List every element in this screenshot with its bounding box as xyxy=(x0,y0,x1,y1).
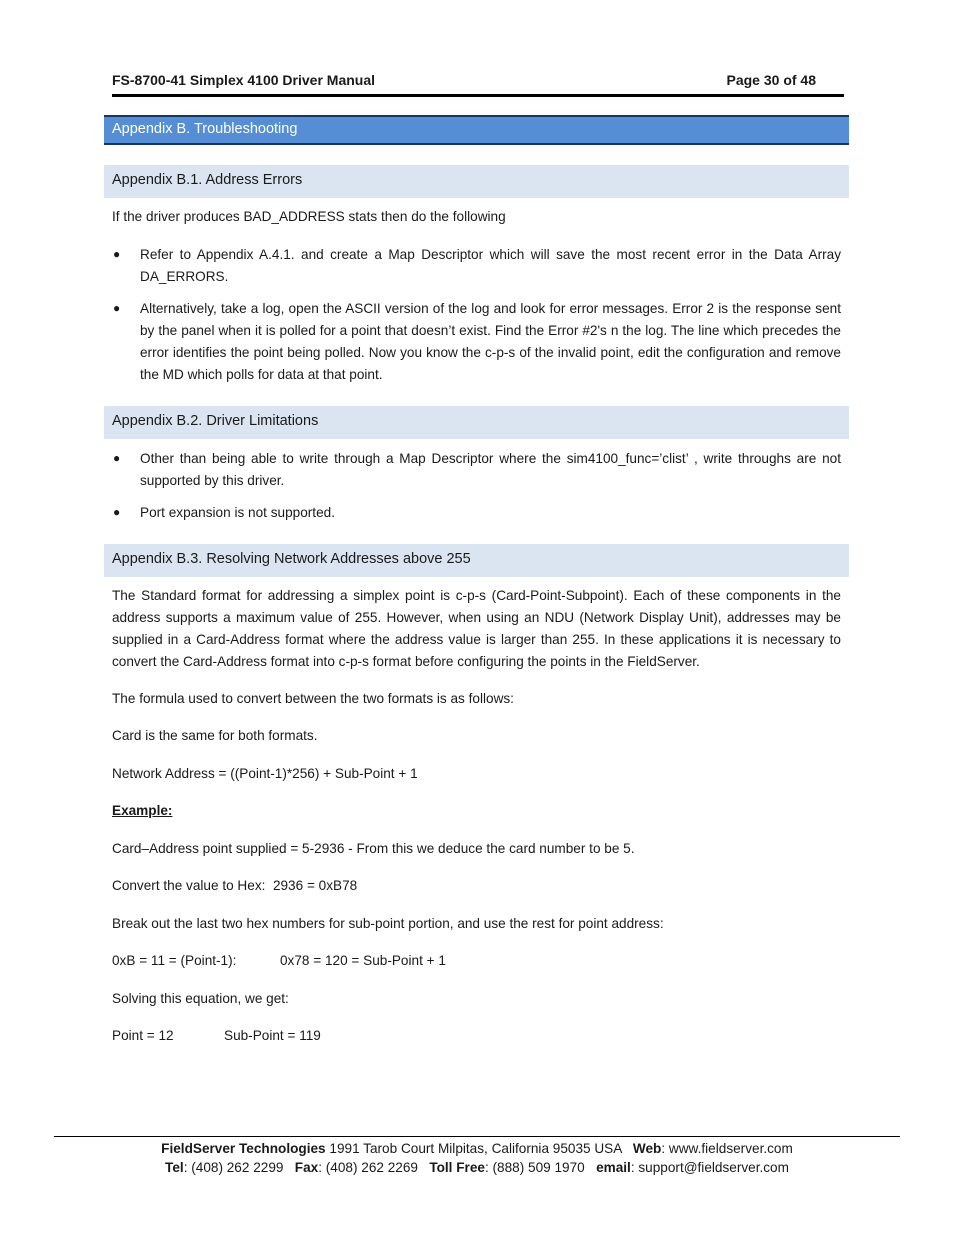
b3-network-formula: Network Address = ((Point-1)*256) + Sub-Point + 1 xyxy=(112,766,418,781)
b3-card-same: Card is the same for both formats. xyxy=(112,728,318,743)
page-number: Page 30 of 48 xyxy=(726,72,816,88)
footer-fax-label: Fax xyxy=(294,1160,319,1175)
b1-intro: If the driver produces BAD_ADDRESS stats then do the following xyxy=(112,209,506,224)
bullet-icon: ● xyxy=(113,505,121,519)
b2-bullet-1: Other than being able to write through a Map Descriptor where the sim4100_func=’clist’ , write throughs are not supported by this driver. xyxy=(140,451,841,488)
b2-bullet-2: Port expansion is not supported. xyxy=(140,505,335,520)
footer-email-label: email xyxy=(596,1160,631,1175)
appendix-heading-text: Appendix B. Troubleshooting xyxy=(112,121,298,137)
b3-equation-left: 0xB = 11 = (Point-1): xyxy=(112,953,237,968)
bullet-icon: ● xyxy=(113,451,121,465)
footer-web-label: Web xyxy=(632,1141,662,1156)
footer-fax-value: : (408) 262 2269 xyxy=(318,1160,430,1175)
section-heading-b1-text: Appendix B.1. Address Errors xyxy=(112,172,303,188)
bullet-icon: ● xyxy=(113,301,121,315)
footer-divider xyxy=(54,1136,900,1137)
b3-equation-right: 0x78 = 120 = Sub-Point + 1 xyxy=(280,953,446,968)
b3-formula-intro: The formula used to convert between the two formats is as follows: xyxy=(112,691,514,706)
footer-email-link[interactable]: : support@fieldserver.com xyxy=(630,1160,789,1175)
b3-example-label: Example: xyxy=(112,803,173,818)
section-heading-b3 xyxy=(104,544,849,577)
section-heading-b2-text: Appendix B.2. Driver Limitations xyxy=(112,413,319,429)
document-title: FS-8700-41 Simplex 4100 Driver Manual xyxy=(112,72,376,88)
appendix-heading xyxy=(104,115,849,145)
section-heading-b3-text: Appendix B.3. Resolving Network Addresses above 255 xyxy=(112,551,471,567)
b1-bullet-1: Refer to Appendix A.4.1. and create a Map Descriptor which will save the most recent error in the Data Array DA_ERRORS. xyxy=(140,247,841,284)
header-divider xyxy=(112,94,844,97)
footer-tel-label: Tel xyxy=(165,1160,184,1175)
b3-paragraph: The Standard format for addressing a simplex point is c-p-s (Card-Point-Subpoint). Each of these components in the address supports a maximum value of 255. However, when using an NDU (Network Display Unit), addresses may be supplied in a Card-Address format where the address value is larger than 255. In these applications it is necessary to convert the Card-Address format into c-p-s format before configuring the points in the FieldServer. xyxy=(112,588,841,669)
footer-tel-value: : (408) 262 2299 xyxy=(183,1160,295,1175)
footer-tollfree-label: Toll Free xyxy=(429,1160,485,1175)
footer-line-1 xyxy=(0,1141,954,1156)
footer-company: FieldServer Technologies xyxy=(161,1141,326,1156)
b3-solving: Solving this equation, we get: xyxy=(112,991,289,1006)
b1-bullet-2: Alternatively, take a log, open the ASCII version of the log and look for error messages. Error 2 is the response sent by the panel when it is polled for a point that doesn’t exist. Find the Error #2's n the log. The line which precedes the error identifies the point being polled. Now you know the c-p-s of the invalid point, edit the configuration and remove the MD which polls for data at that point. xyxy=(140,301,841,382)
footer-line-2 xyxy=(0,1160,954,1175)
b3-result-subpoint: Sub-Point = 119 xyxy=(224,1028,321,1043)
footer-web-link[interactable]: : www.fieldserver.com xyxy=(661,1141,793,1156)
bullet-icon: ● xyxy=(113,247,121,261)
b3-card-address: Card–Address point supplied = 5-2936 - From this we deduce the card number to be 5. xyxy=(112,841,635,856)
b3-break-out: Break out the last two hex numbers for sub-point portion, and use the rest for point address: xyxy=(112,916,664,931)
footer-tollfree-value: : (888) 509 1970 xyxy=(484,1160,597,1175)
section-heading-b1 xyxy=(104,165,849,198)
footer-address: 1991 Tarob Court Milpitas, California 95035 USA xyxy=(325,1141,633,1156)
b3-result-point: Point = 12 xyxy=(112,1028,174,1043)
section-heading-b2 xyxy=(104,406,849,439)
b3-convert-hex: Convert the value to Hex: 2936 = 0xB78 xyxy=(112,878,358,893)
